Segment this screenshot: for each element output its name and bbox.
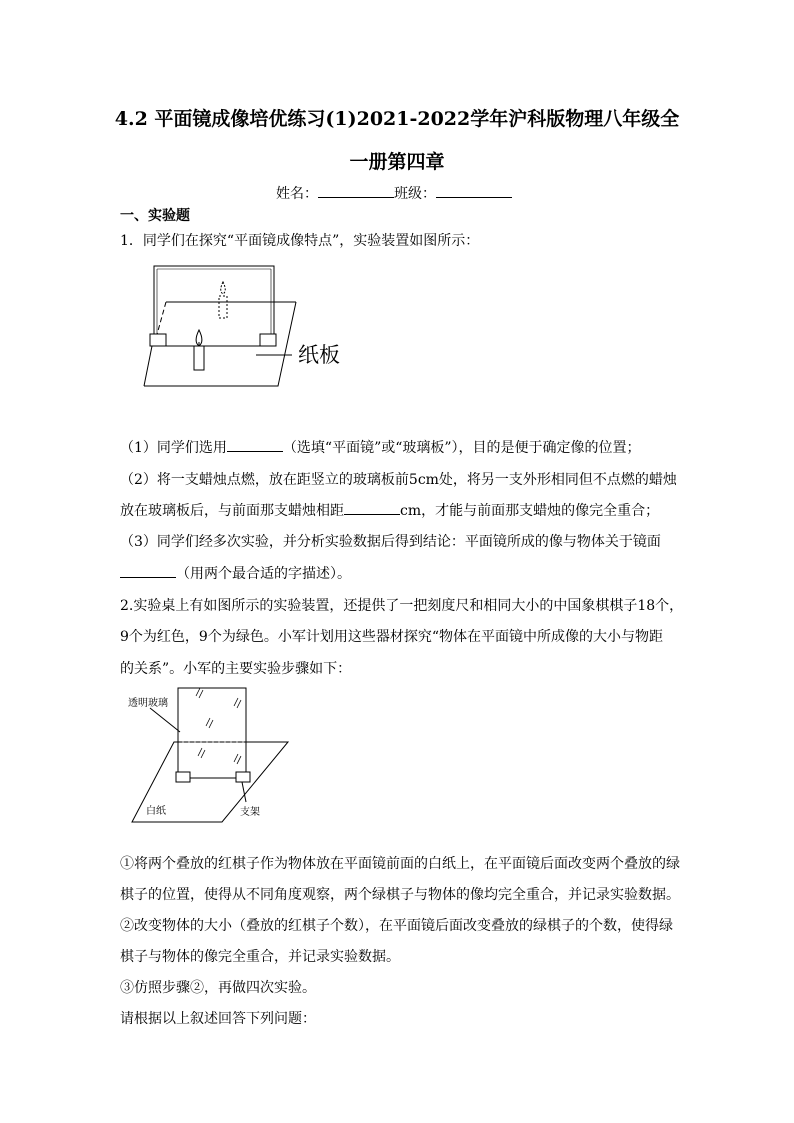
- q1-part1-pre: （1）同学们选用: [120, 440, 227, 456]
- q1-part3-line2: [120, 563, 351, 583]
- q1-part3-blank[interactable]: [120, 563, 176, 578]
- q2-label-paper: 白纸: [146, 806, 166, 817]
- class-label: 班级：: [394, 186, 436, 202]
- q1-part2-line1: （2）将一支蜡烛点燃，放在距竖立的玻璃板前5cm处，将另一支外形相同但不点燃的蜡烛: [120, 472, 677, 488]
- q2-step1-line1: ①将两个叠放的红棋子作为物体放在平面镜前面的白纸上，在平面镜后面改变两个叠放的绿: [120, 856, 680, 872]
- q2-step1-line2: 棋子的位置，使得从不同角度观察，两个绿棋子与物体的像均完全重合，并记录实验数据。: [120, 887, 680, 903]
- q2-label-glass: 透明玻璃: [128, 698, 168, 709]
- q1-stem: 1．同学们在探究“平面镜成像特点”，实验装置如图所示：: [120, 233, 480, 249]
- student-info: [276, 183, 512, 203]
- q1-part3-post: （用两个最合适的字描述）。: [176, 566, 351, 582]
- q2-apparatus-figure: [128, 684, 300, 832]
- name-label: 姓名：: [276, 186, 318, 202]
- q1-part2-pre: 放在玻璃板后，与前面那支蜡烛相距: [120, 503, 344, 519]
- q1-part1-post: （选填“平面镜”或“玻璃板”），目的是便于确定像的位置；: [282, 440, 641, 456]
- q2-step3: ③仿照步骤②，再做四次实验。: [120, 980, 316, 996]
- q1-part2-line2: [120, 500, 659, 520]
- q2-step2-line2: 棋子与物体的像完全重合，并记录实验数据。: [120, 949, 400, 965]
- page-title-line1: 4.2 平面镜成像培优练习(1)2021-2022学年沪科版物理八年级全: [114, 108, 680, 130]
- q1-figure-label: 纸板: [298, 343, 340, 367]
- q1-part2-post: cm，才能与前面那支蜡烛的像完全重合；: [400, 503, 660, 519]
- class-blank[interactable]: [436, 183, 512, 198]
- q2-step2-line1: ②改变物体的大小（叠放的红棋子个数），在平面镜后面改变叠放的绿棋子的个数，使得绿: [120, 918, 673, 934]
- q2-stem-line3: 的关系”。小军的主要实验步骤如下：: [120, 661, 352, 677]
- q2-stem-line1: 2.实验桌上有如图所示的实验装置，还提供了一把刻度尺和相同大小的中国象棋棋子18个，: [120, 598, 684, 614]
- q1-part3-line1: （3）同学们经多次实验，并分析实验数据后得到结论：平面镜所成的像与物体关于镜面: [120, 534, 661, 550]
- q2-stem-line2: 9个为红色，9个为绿色。小军计划用这些器材探究“物体在平面镜中所成像的大小与物距: [120, 629, 663, 645]
- section-heading: 一、实验题: [120, 208, 190, 224]
- q2-closing: 请根据以上叙述回答下列问题：: [120, 1011, 316, 1027]
- q1-part1-blank[interactable]: [227, 437, 283, 452]
- name-blank[interactable]: [318, 183, 394, 198]
- q1-part2-blank[interactable]: [344, 500, 400, 515]
- q2-label-stand: 支架: [240, 807, 260, 818]
- q1-part1: [120, 437, 641, 457]
- q1-apparatus-figure: [130, 258, 370, 398]
- page-title-line2: 一册第四章: [349, 151, 445, 173]
